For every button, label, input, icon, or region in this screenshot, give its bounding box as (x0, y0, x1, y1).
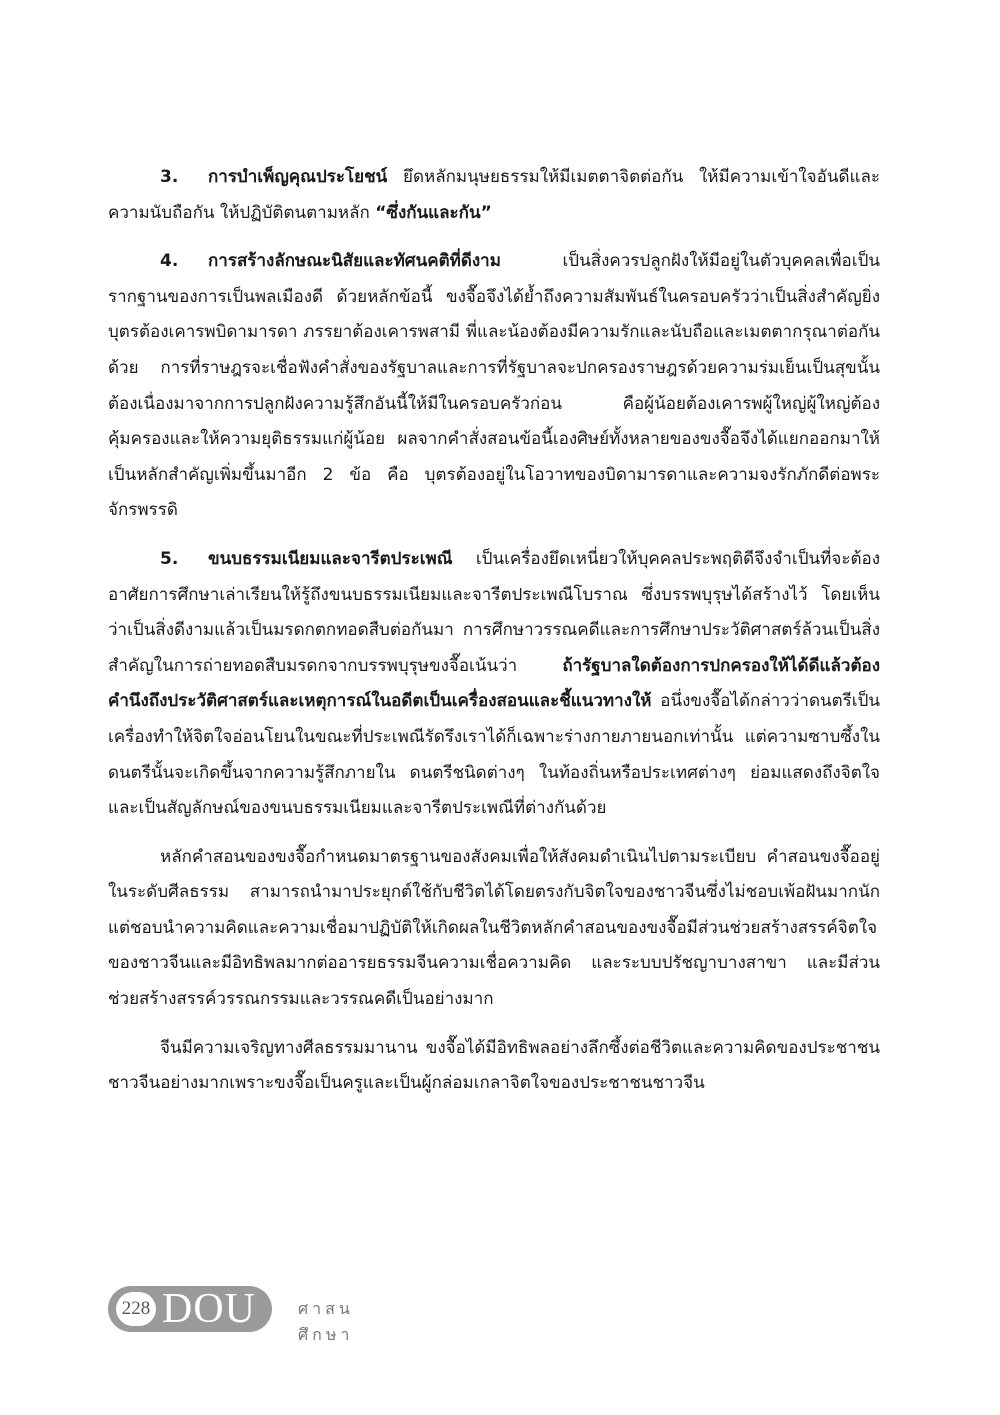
item-3-text: ยึดหลักมนุษยธรรมให้มีเมตตาจิตต่อกัน ให้มีความเข้าใจอันดีและความนับถือกัน ให้ปฏิบัติตนตามหลัก (108, 167, 880, 223)
item-5-title: ขนบธรรมเนียมและจารีตประเพณี (208, 548, 453, 569)
item-3-number: 3. (160, 167, 179, 187)
item-3 (108, 160, 880, 231)
page-number: 228 (116, 1292, 156, 1326)
item-5-bold-statement: ถ้ารัฐบาลใดต้องการปกครองให้ได้ดีแล้วต้องคำนึงถึงประวัติศาสตร์และเหตุการณ์ในอดีตเป็นเครื่องสอนและชี้แนวทางให้ (108, 655, 880, 712)
item-4-number: 4. (160, 251, 179, 272)
brand-logo: DOU (162, 1286, 256, 1332)
item-4-text: เป็นสิ่งควรปลูกฝังให้มีอยู่ในตัวบุคคลเพื่อเป็นรากฐานของการเป็นพลเมืองดี ด้วยหลักข้อนี้ ขงจื๊อจึงได้ย้ำถึงความสัมพันธ์ในครอบครัวว่าเป็นสิ่งสำคัญยิ่ง บุตรต้องเคารพบิดามารดา ภรรยาต้องเคารพสามี พี่และน้องต้องมีความรักและนับถือและเมตตากรุณาต่อกันด้วย การที่ราษฎรจะเชื่อฟังคำสั่งของรัฐบาลและการที่รัฐบาลจะปกครองราษฎรด้วยความร่มเย็นเป็นสุขนั้น ต้องเนื่องมาจากการปลูกฝังความรู้สึกอันนี้ให้มีในครอบครัวก่อน คือผู้น้อยต้องเคารพผู้ใหญ่ผู้ใหญ่ต้องคุ้มครองและให้ความยุติธรรมแก่ผู้น้อย ผลจากคำสั่งสอนข้อนี้เองศิษย์ทั้งหลายของขงจื๊อจึงได้แยกออกมาให้เป็นหลักสำคัญเพิ่มขึ้นมาอีก 2 ข้อ คือ บุตรต้องอยู่ในโอวาทของบิดามารดาและความจงรักภักดีต่อพระจักรพรรดิ (108, 251, 880, 521)
paragraph-chinese-morality: จีนมีความเจริญทางศีลธรรมมานาน ขงจื๊อได้มีอิทธิพลอย่างลึกซึ้งต่อชีวิตและความคิดของประชาชนชาวจีนอย่างมากเพราะขงจื๊อเป็นครูและเป็นผู้กล่อมเกลาจิตใจของประชาชนชาวจีน (108, 1037, 880, 1094)
item-5-text-1: เป็นเครื่องยึดเหนี่ยวให้บุคคลประพฤติดีจึงจำเป็นที่จะต้องอาศัยการศึกษาเล่าเรียนให้รู้ถึงขนบธรรมเนียมและจารีตประเพณีโบราณ ซึ่งบรรพบุรุษได้สร้างไว้ โดยเห็นว่าเป็นสิ่งดีงามแล้วเป็นมรดกตกทอดสืบต่อกันมา การศึกษาวรรณคดีและการศึกษาประวัติศาสตร์ล้วนเป็นสิ่งสำคัญในการถ่ายทอดสืบมรดกจากบรรพบุรุษขงจื๊อเน้นว่า (108, 548, 880, 676)
item-4 (108, 244, 880, 529)
item-5-text-2: อนึ่งขงจื๊อได้กล่าวว่าดนตรีเป็นเครื่องทำให้จิตใจอ่อนโยนในขณะที่ประเพณีรัดรึงเราได้ก็เฉพาะร่างกายภายนอกเท่านั้น แต่ความซาบซึ้งในดนตรีนั้นจะเกิดขึ้นจากความรู้สึกภายใน ดนตรีชนิดต่างๆ ในท้องถิ่นหรือประเทศต่างๆ ย่อมแสดงถึงจิตใจและเป็นสัญลักษณ์ของขนบธรรมเนียมและจารีตประเพณีที่ต่างกันด้วย (108, 691, 880, 819)
page-footer (108, 1286, 408, 1344)
item-3-quote: “ซึ่งกันและกัน” (375, 202, 492, 223)
item-3-title: การบำเพ็ญคุณประโยชน์ (208, 167, 388, 187)
item-5 (108, 542, 880, 827)
item-5-number: 5. (160, 548, 179, 569)
item-4-title: การสร้างลักษณะนิสัยและทัศนคติที่ดีงาม (208, 251, 501, 272)
paragraph-confucian-teaching: หลักคำสอนของขงจื๊อกำหนดมาตรฐานของสังคมเพื่อให้สังคมดำเนินไปตามระเบียบ คำสอนขงจื๊ออยู่ในระดับศีลธรรม สามารถนำมาประยุกต์ใช้กับชีวิตได้โดยตรงกับจิตใจของชาวจีนซึ่งไม่ชอบเพ้อฝันมากนัก แต่ชอบนำความคิดและความเชื่อมาปฏิบัติให้เกิดผลในชีวิตหลักคำสอนของขงจื๊อมีส่วนช่วยสร้างสรรค์จิตใจของชาวจีนและมีอิทธิพลมากต่ออารยธรรมจีนความเชื่อความคิด และระบบปรัชญาบางสาขา และมีส่วนช่วยสร้างสรรค์วรรณกรรมและวรรณคดีเป็นอย่างมาก (108, 846, 880, 1010)
dou-badge (108, 1286, 272, 1332)
page-body (108, 160, 880, 1115)
course-title: ศาสนศึกษา (298, 1299, 354, 1344)
